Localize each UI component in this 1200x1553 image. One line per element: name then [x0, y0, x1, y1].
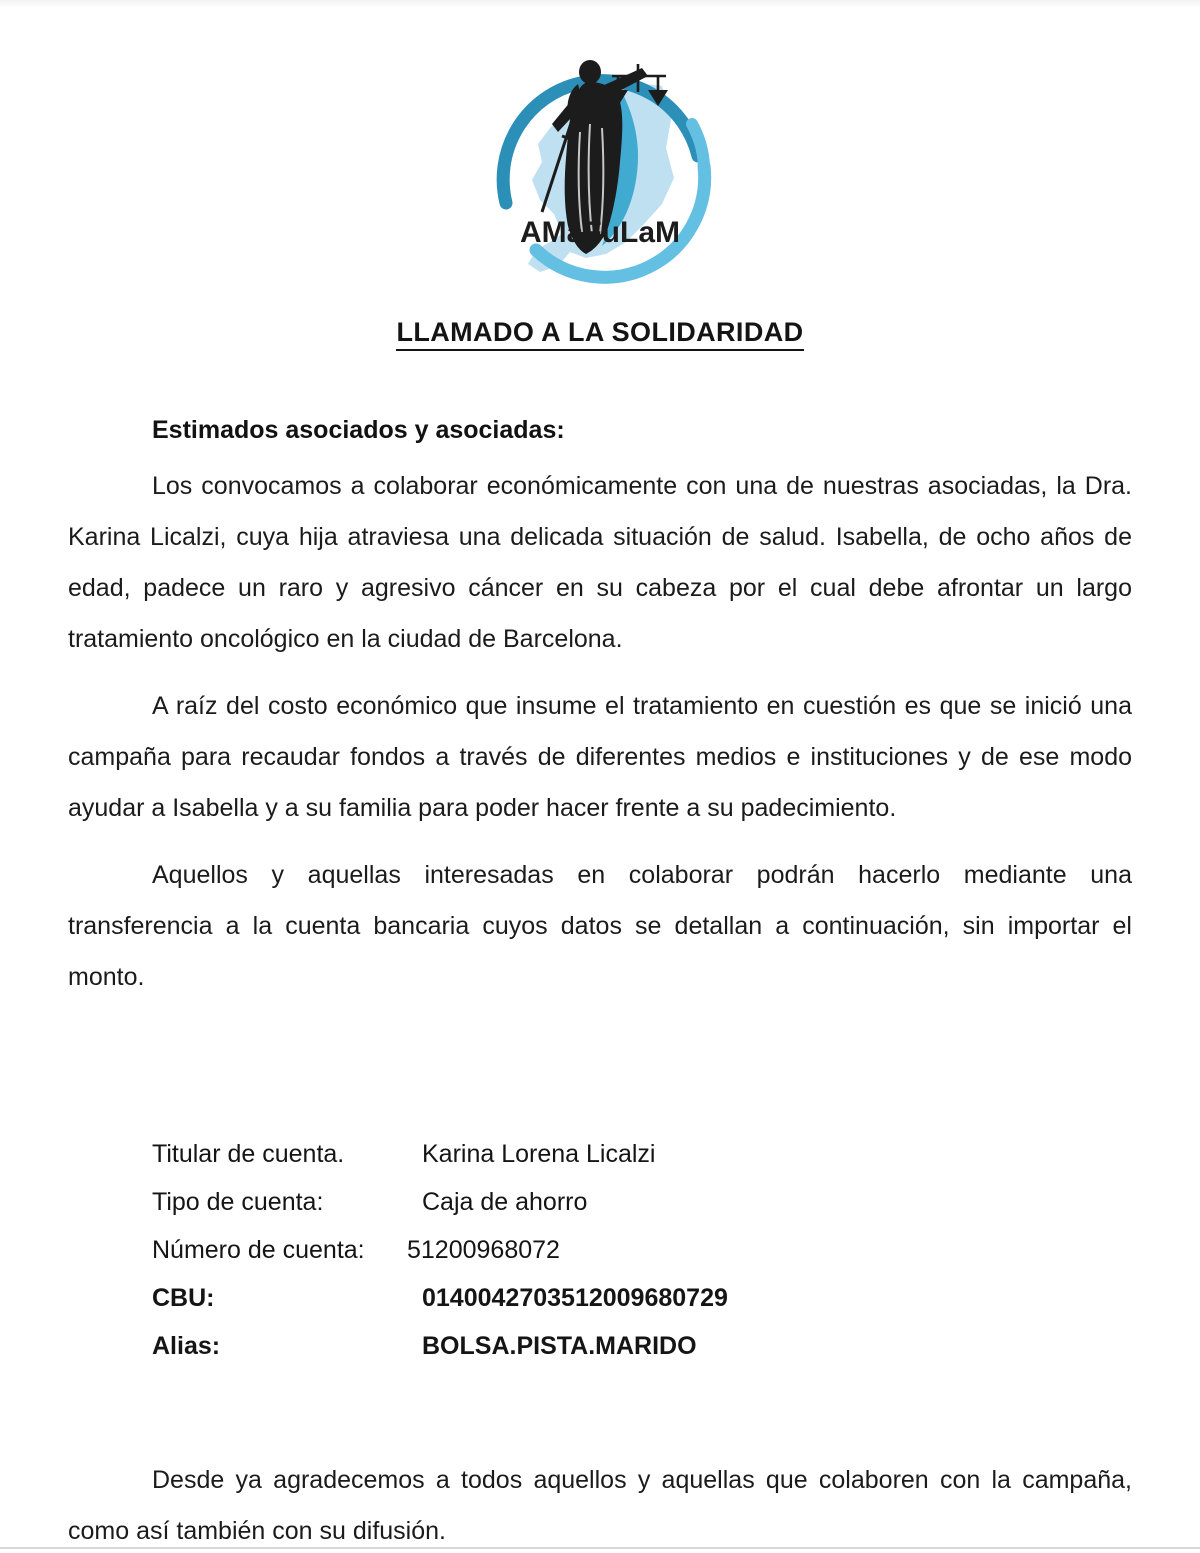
account-number-value: 51200968072 [407, 1236, 560, 1264]
bank-row-alias [152, 1332, 1052, 1380]
paragraph-3: Aquellos y aquellas interesadas en colaborar podrán hacerlo mediante una transferencia a la cuenta bancaria cuyos datos se detallan a continuación, sin importar el monto. [68, 861, 1132, 991]
closing-block [68, 1455, 1132, 1553]
salutation: Estimados asociados y asociadas: [152, 416, 565, 444]
logo-container [0, 28, 1200, 296]
account-holder-value: Karina Lorena Licalzi [422, 1140, 656, 1168]
page-title-text: LLAMADO A LA SOLIDARIDAD [396, 317, 803, 351]
bottom-divider [0, 1547, 1200, 1549]
bank-row-account-type [152, 1188, 1052, 1236]
document-body [68, 415, 1132, 1003]
bank-row-account-number [152, 1236, 1052, 1284]
account-type-value: Caja de ahorro [422, 1188, 588, 1216]
bank-row-cbu [152, 1284, 1052, 1332]
cbu-label: CBU: [152, 1284, 215, 1312]
bank-details-block [152, 1140, 1052, 1380]
paragraph-2: A raíz del costo económico que insume el tratamiento en cuestión es que se inició una campaña para recaudar fondos a través de diferentes medios e instituciones y de ese modo ayudar a Isabella y a su familia para poder hacer frente a su padecimiento. [68, 692, 1132, 822]
account-type-label: Tipo de cuenta: [152, 1188, 324, 1216]
paragraph-1: Los convocamos a colaborar económicamente con una de nuestras asociadas, la Dra. Karina Licalzi, cuya hija atraviesa una delicada situación de salud. Isabella, de ocho años de edad, padece un raro y agresivo cáncer en su cabeza por el cual debe afrontar un largo tratamiento oncológico en la ciudad de Barcelona. [68, 472, 1132, 653]
bank-row-account-holder [152, 1140, 1052, 1188]
account-number-label: Número de cuenta: [152, 1236, 365, 1264]
cbu-value: 0140042703512009680729 [422, 1284, 728, 1312]
closing-paragraph: Desde ya agradecemos a todos aquellos y aquellas que colaboren con la campaña, como así también con su difusión. [68, 1466, 1132, 1545]
page-title [0, 317, 1200, 348]
alias-value: BOLSA.PISTA.MARIDO [422, 1332, 697, 1360]
amafulam-logo [466, 28, 734, 296]
account-holder-label: Titular de cuenta. [152, 1140, 345, 1168]
top-edge-strip [0, 0, 1200, 8]
alias-label: Alias: [152, 1332, 221, 1360]
logo-wordmark: AMaFuLaM [520, 216, 680, 249]
